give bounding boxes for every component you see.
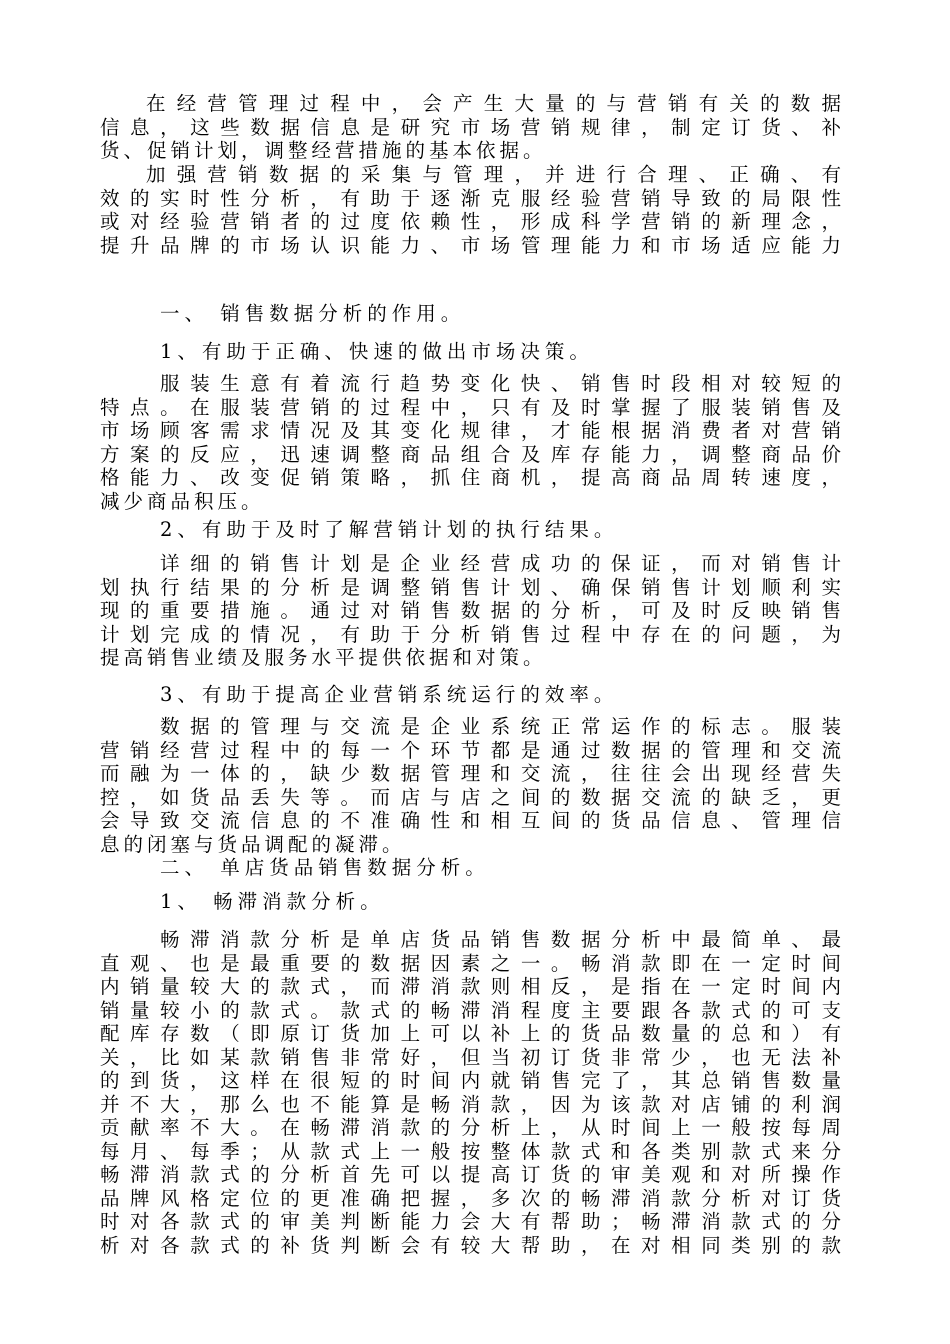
text-line: 控，如货品丢失等。而店与店之间的数据交流的缺乏，更: [100, 785, 845, 809]
text-line: 每月、每季；从款式上一般按整体款式和各类别款式来分: [100, 1139, 845, 1163]
text-line: 数据的管理与交流是企业系统正常运作的标志。服装: [160, 715, 845, 738]
text-line: 提升品牌的市场认识能力、市场管理能力和市场适应能力: [100, 233, 845, 257]
section-2-sub-1-body: [100, 928, 845, 1257]
section-1-sub-3-heading: 3、有助于提高企业营销系统运行的效率。: [160, 683, 619, 706]
text-line: 析对各款式的补货判断会有较大帮助，在对相同类别的款: [100, 1233, 845, 1257]
text-line: 方案的反应，迅速调整商品组合及库存能力，调整商品价: [100, 442, 845, 466]
text-line: 减少商品积压。: [100, 489, 265, 513]
text-line: 提高销售业绩及服务水平提供依据和对策。: [100, 646, 547, 669]
text-line: 效的实时性分析，有助于逐渐克服经验营销导致的局限性: [100, 186, 845, 210]
text-line: 贡献率不大。在畅滞消款的分析上，从时间上一般按每周: [100, 1116, 845, 1139]
intro-paragraph-1: [100, 92, 845, 163]
text-line: 划执行结果的分析是调整销售计划、确保销售计划顺利实: [100, 575, 845, 599]
text-line: 信息，这些数据信息是研究市场营销规律，制定订货、补: [100, 115, 845, 139]
text-line: 直观、也是最重要的数据因素之一。畅消款即在一定时间: [100, 951, 845, 975]
text-line: 内销量较大的款式，而滞消款则相反，是指在一定时间内: [100, 975, 845, 998]
text-line: 特点。在服装营销的过程中，只有及时掌握了服装销售及: [100, 395, 845, 419]
text-line: 畅滞消款式的分析首先可以提高订货的审美观和对所操作: [100, 1163, 845, 1186]
section-1-sub-2-heading: 2、有助于及时了解营销计划的执行结果。: [160, 518, 619, 541]
section-1-sub-1-heading: 1、有助于正确、快速的做出市场决策。: [160, 340, 594, 363]
text-line: 息的闭塞与货品调配的凝滞。: [100, 832, 406, 856]
section-2-heading: 二、 单店货品销售数据分析。: [160, 856, 490, 879]
text-line: 品牌风格定位的更准确把握，多次的畅滞消款分析对订货: [100, 1186, 845, 1210]
text-line: 关，比如某款销售非常好，但当初订货非常少，也无法补: [100, 1045, 845, 1069]
text-line: 格能力、改变促销策略，抓住商机，提高商品周转速度，: [100, 466, 845, 489]
text-line: 销量较小的款式。款式的畅滞消程度主要跟各款式的可支: [100, 998, 845, 1022]
section-1-heading: 一、 销售数据分析的作用。: [160, 302, 466, 325]
text-line: 货、促销计划，调整经营措施的基本依据。: [100, 139, 547, 162]
text-line: 服装生意有着流行趋势变化快、销售时段相对较短的: [160, 372, 845, 395]
text-line: 或对经验营销者的过度依赖性，形成科学营销的新理念，: [100, 210, 845, 233]
text-line: 在经营管理过程中，会产生大量的与营销有关的数据: [146, 92, 845, 115]
text-line: 畅滞消款分析是单店货品销售数据分析中最简单、最: [160, 928, 845, 951]
text-line: 会导致交流信息的不准确性和相互间的货品信息、管理信: [100, 809, 845, 832]
section-1-sub-1-body: [100, 372, 845, 513]
text-line: 而融为一体的，缺少数据管理和交流，往往会出现经营失: [100, 762, 845, 785]
section-1-sub-3-body: [100, 715, 845, 856]
text-line: 时对各款式的审美判断能力会大有帮助；畅滞消款式的分: [100, 1210, 845, 1233]
text-line: 加强营销数据的采集与管理，并进行合理、正确、有: [146, 163, 845, 186]
text-line: 现的重要措施。通过对销售数据的分析，可及时反映销售: [100, 599, 845, 622]
section-2-sub-1-heading: 1、 畅滞消款分析。: [160, 890, 385, 913]
section-1-sub-2-body: [100, 552, 845, 670]
text-line: 计划完成的情况，有助于分析销售过程中存在的问题，为: [100, 622, 845, 646]
text-line: 市场顾客需求情况及其变化规律，才能根据消费者对营销: [100, 419, 845, 442]
text-line: 配库存数（即原订货加上可以补上的货品数量的总和）有: [100, 1022, 845, 1045]
text-line: 并不大，那么也不能算是畅消款，因为该款对店铺的利润: [100, 1092, 845, 1116]
text-line: 营销经营过程中的每一个环节都是通过数据的管理和交流: [100, 738, 845, 762]
text-line: 详细的销售计划是企业经营成功的保证，而对销售计: [160, 552, 845, 575]
intro-paragraph-2: [100, 163, 845, 257]
text-line: 的到货，这样在很短的时间内就销售完了，其总销售数量: [100, 1069, 845, 1092]
